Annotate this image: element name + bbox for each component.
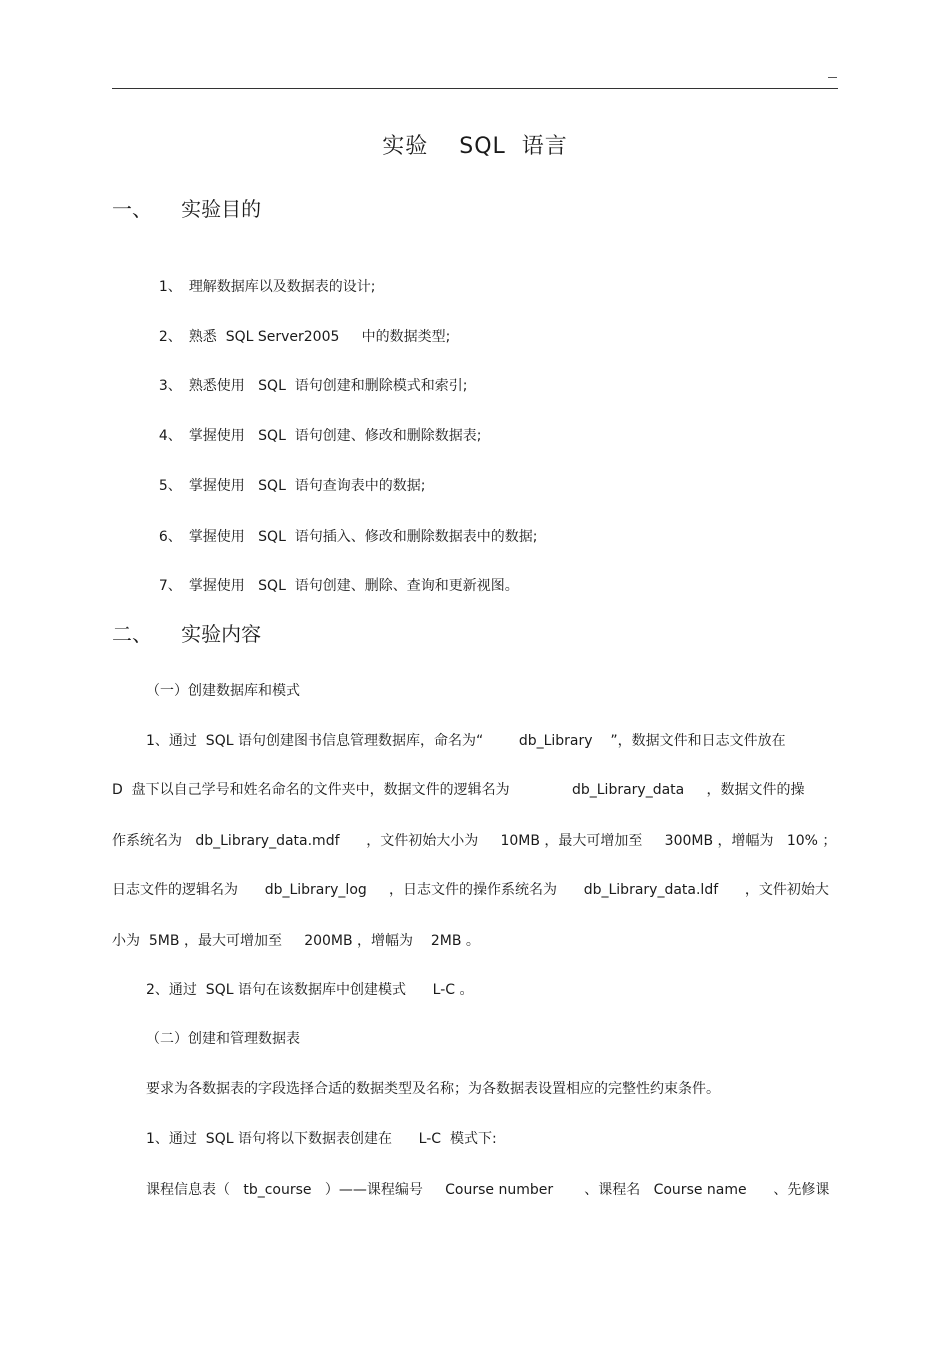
paragraph-line: 2、通过 SQL 语句在该数据库中创建模式 L-C 。 bbox=[146, 982, 474, 998]
item-text: 掌握使用 SQL 语句插入、修改和删除数据表中的数据; bbox=[188, 529, 538, 545]
document-title: 实验 SQL 语言 bbox=[382, 134, 568, 159]
item-number: 1、 bbox=[158, 279, 182, 295]
item-number: 4、 bbox=[158, 428, 182, 444]
item-number: 6、 bbox=[158, 529, 182, 545]
paragraph-line: D 盘下以自己学号和姓名命名的文件夹中，数据文件的逻辑名为 db_Library_data ，数据文件的操 bbox=[112, 782, 805, 798]
subsection-heading: （一）创建数据库和模式 bbox=[146, 683, 300, 699]
paragraph-line: 要求为各数据表的字段选择合适的数据类型及名称；为各数据表设置相应的完整性约束条件。 bbox=[146, 1081, 720, 1097]
header-rule bbox=[112, 88, 838, 89]
subsection-heading: （二）创建和管理数据表 bbox=[146, 1031, 300, 1047]
item-text: 理解数据库以及数据表的设计; bbox=[188, 279, 376, 295]
paragraph-line: 1、通过 SQL 语句将以下数据表创建在 L-C 模式下: bbox=[146, 1131, 497, 1147]
item-text: 掌握使用 SQL 语句查询表中的数据; bbox=[188, 478, 426, 494]
item-text: 掌握使用 SQL 语句创建、删除、查询和更新视图。 bbox=[188, 578, 519, 594]
item-number: 7、 bbox=[158, 578, 182, 594]
item-text: 掌握使用 SQL 语句创建、修改和删除数据表; bbox=[188, 428, 482, 444]
paragraph-line: 日志文件的逻辑名为 db_Library_log ，日志文件的操作系统名为 db_Library_data.ldf ，文件初始大 bbox=[112, 882, 829, 898]
paragraph-line: 课程信息表（ tb_course ）——课程编号 Course number 、课程名 Course name 、先修课 bbox=[146, 1182, 830, 1198]
item-number: 2、 bbox=[158, 329, 182, 345]
section-heading-content: 二、 实验内容 bbox=[112, 622, 262, 646]
paragraph-line: 小为 5MB ，最大可增加至 200MB ，增幅为 2MB 。 bbox=[112, 933, 480, 949]
item-text: 熟悉 SQL Server2005 中的数据类型; bbox=[188, 329, 451, 345]
objective-item bbox=[141, 556, 519, 616]
header-mark bbox=[828, 77, 837, 78]
item-number: 3、 bbox=[158, 378, 182, 394]
section-heading-objectives: 一、 实验目的 bbox=[112, 197, 262, 221]
item-text: 熟悉使用 SQL 语句创建和删除模式和索引; bbox=[188, 378, 468, 394]
item-number: 5、 bbox=[158, 478, 182, 494]
paragraph-line: 1、通过 SQL 语句创建图书信息管理数据库，命名为“ db_Library ”，数据文件和日志文件放在 bbox=[146, 733, 786, 749]
paragraph-line: 作系统名为 db_Library_data.mdf ，文件初始大小为 10MB ，最大可增加至 300MB ，增幅为 10% ； bbox=[112, 833, 837, 849]
